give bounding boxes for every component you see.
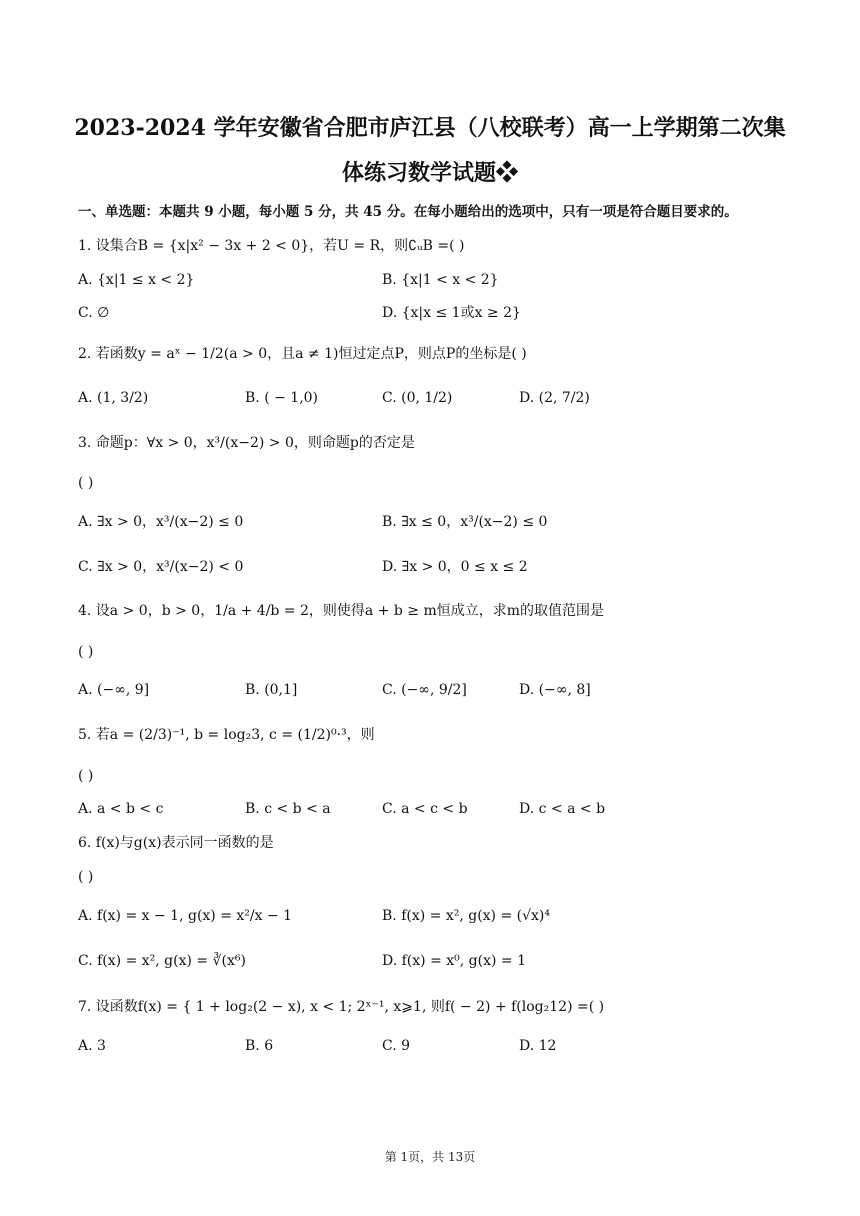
question-7-option-b: B. 6 — [245, 1038, 274, 1054]
question-4-option-d: D. (−∞, 8] — [519, 682, 591, 698]
question-7-option-a: A. 3 — [78, 1038, 106, 1054]
question-3-answer-paren: ( ) — [78, 475, 94, 491]
question-6-option-a: A. f(x) = x − 1, g(x) = x²/x − 1 — [78, 908, 293, 924]
question-4-stem: 4. 设a > 0，b > 0，1/a + 4/b = 2，则使得a + b ≥ m恒成立，求m的取值范围是 — [78, 603, 605, 619]
section-heading: 一、单选题：本题共 9 小题，每小题 5 分，共 45 分。在每小题给出的选项中，只有一项是符合题目要求的。 — [78, 204, 738, 220]
question-3-option-a: A. ∃x > 0，x³/(x−2) ≤ 0 — [78, 514, 244, 530]
question-3-option-c: C. ∃x > 0，x³/(x−2) < 0 — [78, 559, 244, 575]
question-1-option-c: C. ∅ — [78, 305, 110, 321]
question-3-stem: 3. 命题p：∀x > 0，x³/(x−2) > 0，则命题p的否定是 — [78, 435, 415, 451]
question-5-answer-paren: ( ) — [78, 768, 94, 784]
question-7-option-d: D. 12 — [519, 1038, 557, 1054]
question-5-option-c: C. a < c < b — [382, 801, 468, 817]
question-2-option-d: D. (2, 7/2) — [519, 390, 590, 406]
question-2-option-b: B. ( − 1,0) — [245, 390, 319, 406]
question-4-option-a: A. (−∞, 9] — [78, 682, 150, 698]
question-2-option-c: C. (0, 1/2) — [382, 390, 453, 406]
question-5-option-d: D. c < a < b — [519, 801, 606, 817]
title-line-1: 2023-2024 学年安徽省合肥市庐江县（八校联考）高一上学期第二次集 — [74, 115, 786, 141]
question-5-option-a: A. a < b < c — [78, 801, 164, 817]
question-2-stem: 2. 若函数y = aˣ − 1/2(a > 0，且a ≠ 1)恒过定点P，则点P的坐标是( ) — [78, 346, 527, 362]
question-2-option-a: A. (1, 3/2) — [78, 390, 149, 406]
question-3-option-d: D. ∃x > 0，0 ≤ x ≤ 2 — [382, 559, 528, 575]
question-6-option-c: C. f(x) = x², g(x) = ∛(x⁶) — [78, 953, 246, 969]
question-4-answer-paren: ( ) — [78, 644, 94, 660]
question-4-option-b: B. (0,1] — [245, 682, 298, 698]
question-3-option-b: B. ∃x ≤ 0，x³/(x−2) ≤ 0 — [382, 514, 548, 530]
question-1-option-b: B. {x|1 < x < 2} — [382, 272, 499, 288]
question-7-option-c: C. 9 — [382, 1038, 411, 1054]
question-6-option-d: D. f(x) = x⁰, g(x) = 1 — [382, 953, 526, 969]
question-6-option-b: B. f(x) = x², g(x) = (√x)⁴ — [382, 908, 550, 924]
question-1-option-d: D. {x|x ≤ 1或x ≥ 2} — [382, 305, 521, 321]
question-5-option-b: B. c < b < a — [245, 801, 331, 817]
question-4-option-c: C. (−∞, 9/2] — [382, 682, 467, 698]
title-line-2: 体练习数学试题❖ — [341, 160, 518, 186]
question-7-stem: 7. 设函数f(x) = { 1 + log₂(2 − x), x < 1; 2ˣ⁻¹, x⩾1, 则f( − 2) + f(log₂12) =( ) — [78, 999, 605, 1015]
question-5-stem: 5. 若a = (2/3)⁻¹, b = log₂3, c = (1/2)⁰·³，则 — [78, 727, 375, 743]
question-1-stem: 1. 设集合B = {x|x² − 3x + 2 < 0}，若U = R，则∁ᵤB =( ) — [78, 238, 465, 254]
question-6-answer-paren: ( ) — [78, 869, 94, 885]
question-1-option-a: A. {x|1 ≤ x < 2} — [78, 272, 195, 288]
question-6-stem: 6. f(x)与g(x)表示同一函数的是 — [78, 835, 274, 851]
page-footer: 第 1页，共 13页 — [384, 1150, 476, 1164]
